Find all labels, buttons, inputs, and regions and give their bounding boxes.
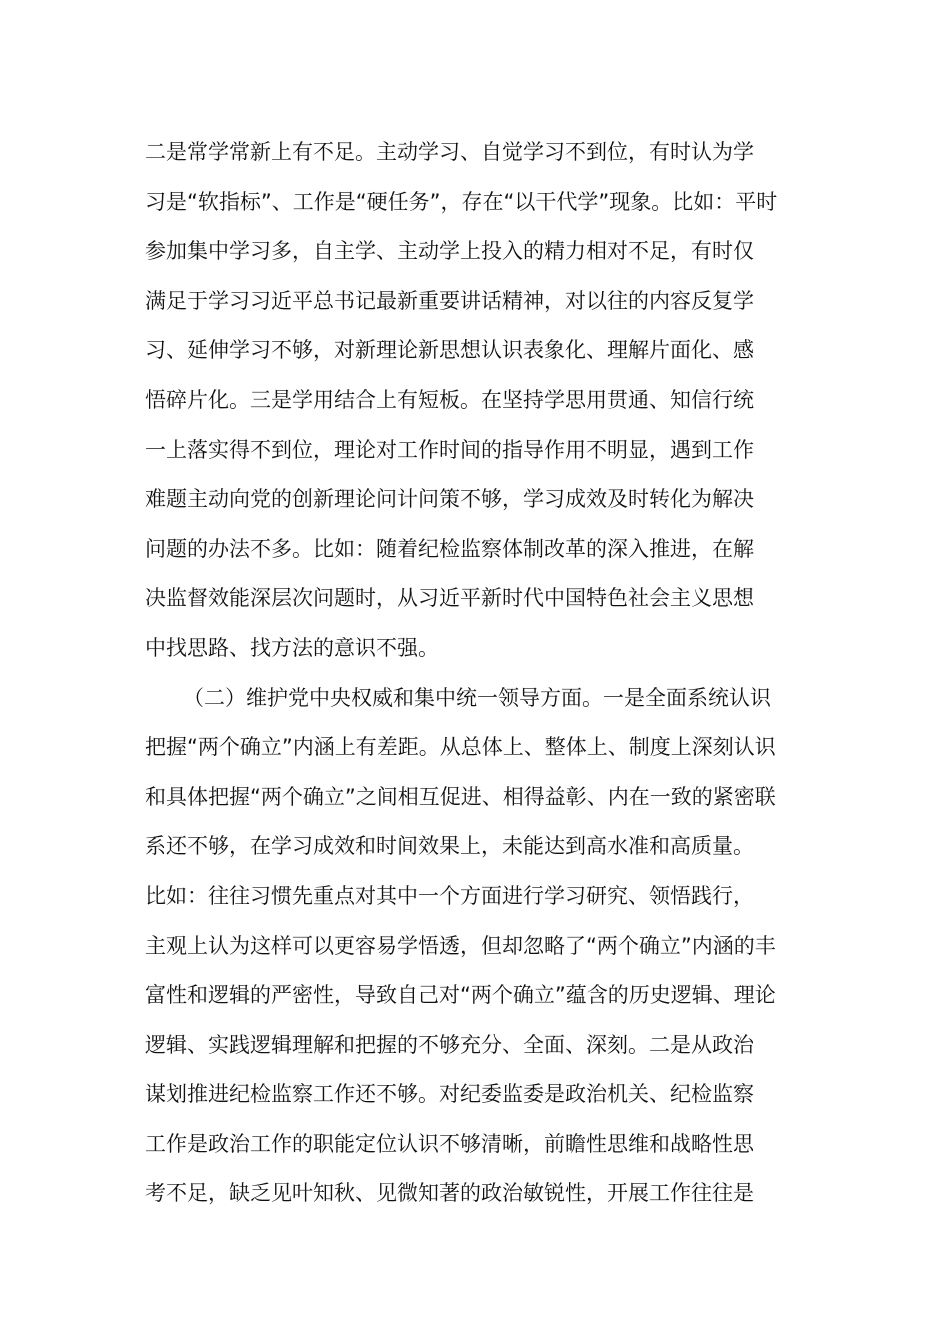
section-heading-line: （二）维护党中央权威和集中统一领导方面。一是全面系统认识 (183, 685, 771, 710)
text-line: 难题主动向党的创新理论问计问策不够，学习成效及时转化为解决 (145, 487, 754, 512)
text-line: 逻辑、实践逻辑理解和把握的不够充分、全面、深刻。二是从政治 (145, 1032, 754, 1057)
text-line: 参加集中学习多，自主学、主动学上投入的精力相对不足，有时仅 (145, 239, 754, 264)
text-line: 把握“两个确立”内涵上有差距。从总体上、整体上、制度上深刻认识 (145, 735, 776, 760)
text-line: 比如：往往习惯先重点对其中一个方面进行学习研究、领悟践行， (145, 883, 754, 908)
text-line: 富性和逻辑的严密性，导致自己对“两个确立”蕴含的历史逻辑、理论 (145, 983, 776, 1008)
text-line: 工作是政治工作的职能定位认识不够清晰，前瞻性思维和战略性思 (145, 1131, 754, 1156)
text-line: 习、延伸学习不够，对新理论新思想认识表象化、理解片面化、感 (145, 338, 754, 363)
text-line: 系还不够，在学习成效和时间效果上，未能达到高水准和高质量。 (145, 834, 754, 859)
text-line: 决监督效能深层次问题时，从习近平新时代中国特色社会主义思想 (145, 586, 754, 611)
text-line: 中找思路、找方法的意识不强。 (145, 635, 439, 660)
text-line: 问题的办法不多。比如：随着纪检监察体制改革的深入推进，在解 (145, 536, 754, 561)
text-line: 二是常学常新上有不足。主动学习、自觉学习不到位，有时认为学 (145, 140, 754, 164)
text-line: 谋划推进纪检监察工作还不够。对纪委监委是政治机关、纪检监察 (145, 1082, 754, 1107)
text-line: 主观上认为这样可以更容易学悟透，但却忽略了“两个确立”内涵的丰 (145, 933, 776, 958)
text-line: 和具体把握“两个确立”之间相互促进、相得益彰、内在一致的紧密联 (145, 784, 776, 809)
text-line: 考不足，缺乏见叶知秋、见微知著的政治敏锐性，开展工作往往是 (145, 1181, 754, 1206)
text-line: 一上落实得不到位，理论对工作时间的指导作用不明显，遇到工作 (145, 437, 754, 462)
text-line: 满足于学习习近平总书记最新重要讲话精神，对以往的内容反复学 (145, 288, 754, 313)
text-line: 习是“软指标”、工作是“硬任务”，存在“以干代学”现象。比如：平时 (145, 189, 778, 214)
text-line: 悟碎片化。三是学用结合上有短板。在坚持学思用贯通、知信行统 (145, 387, 754, 412)
body-text (145, 128, 815, 1219)
